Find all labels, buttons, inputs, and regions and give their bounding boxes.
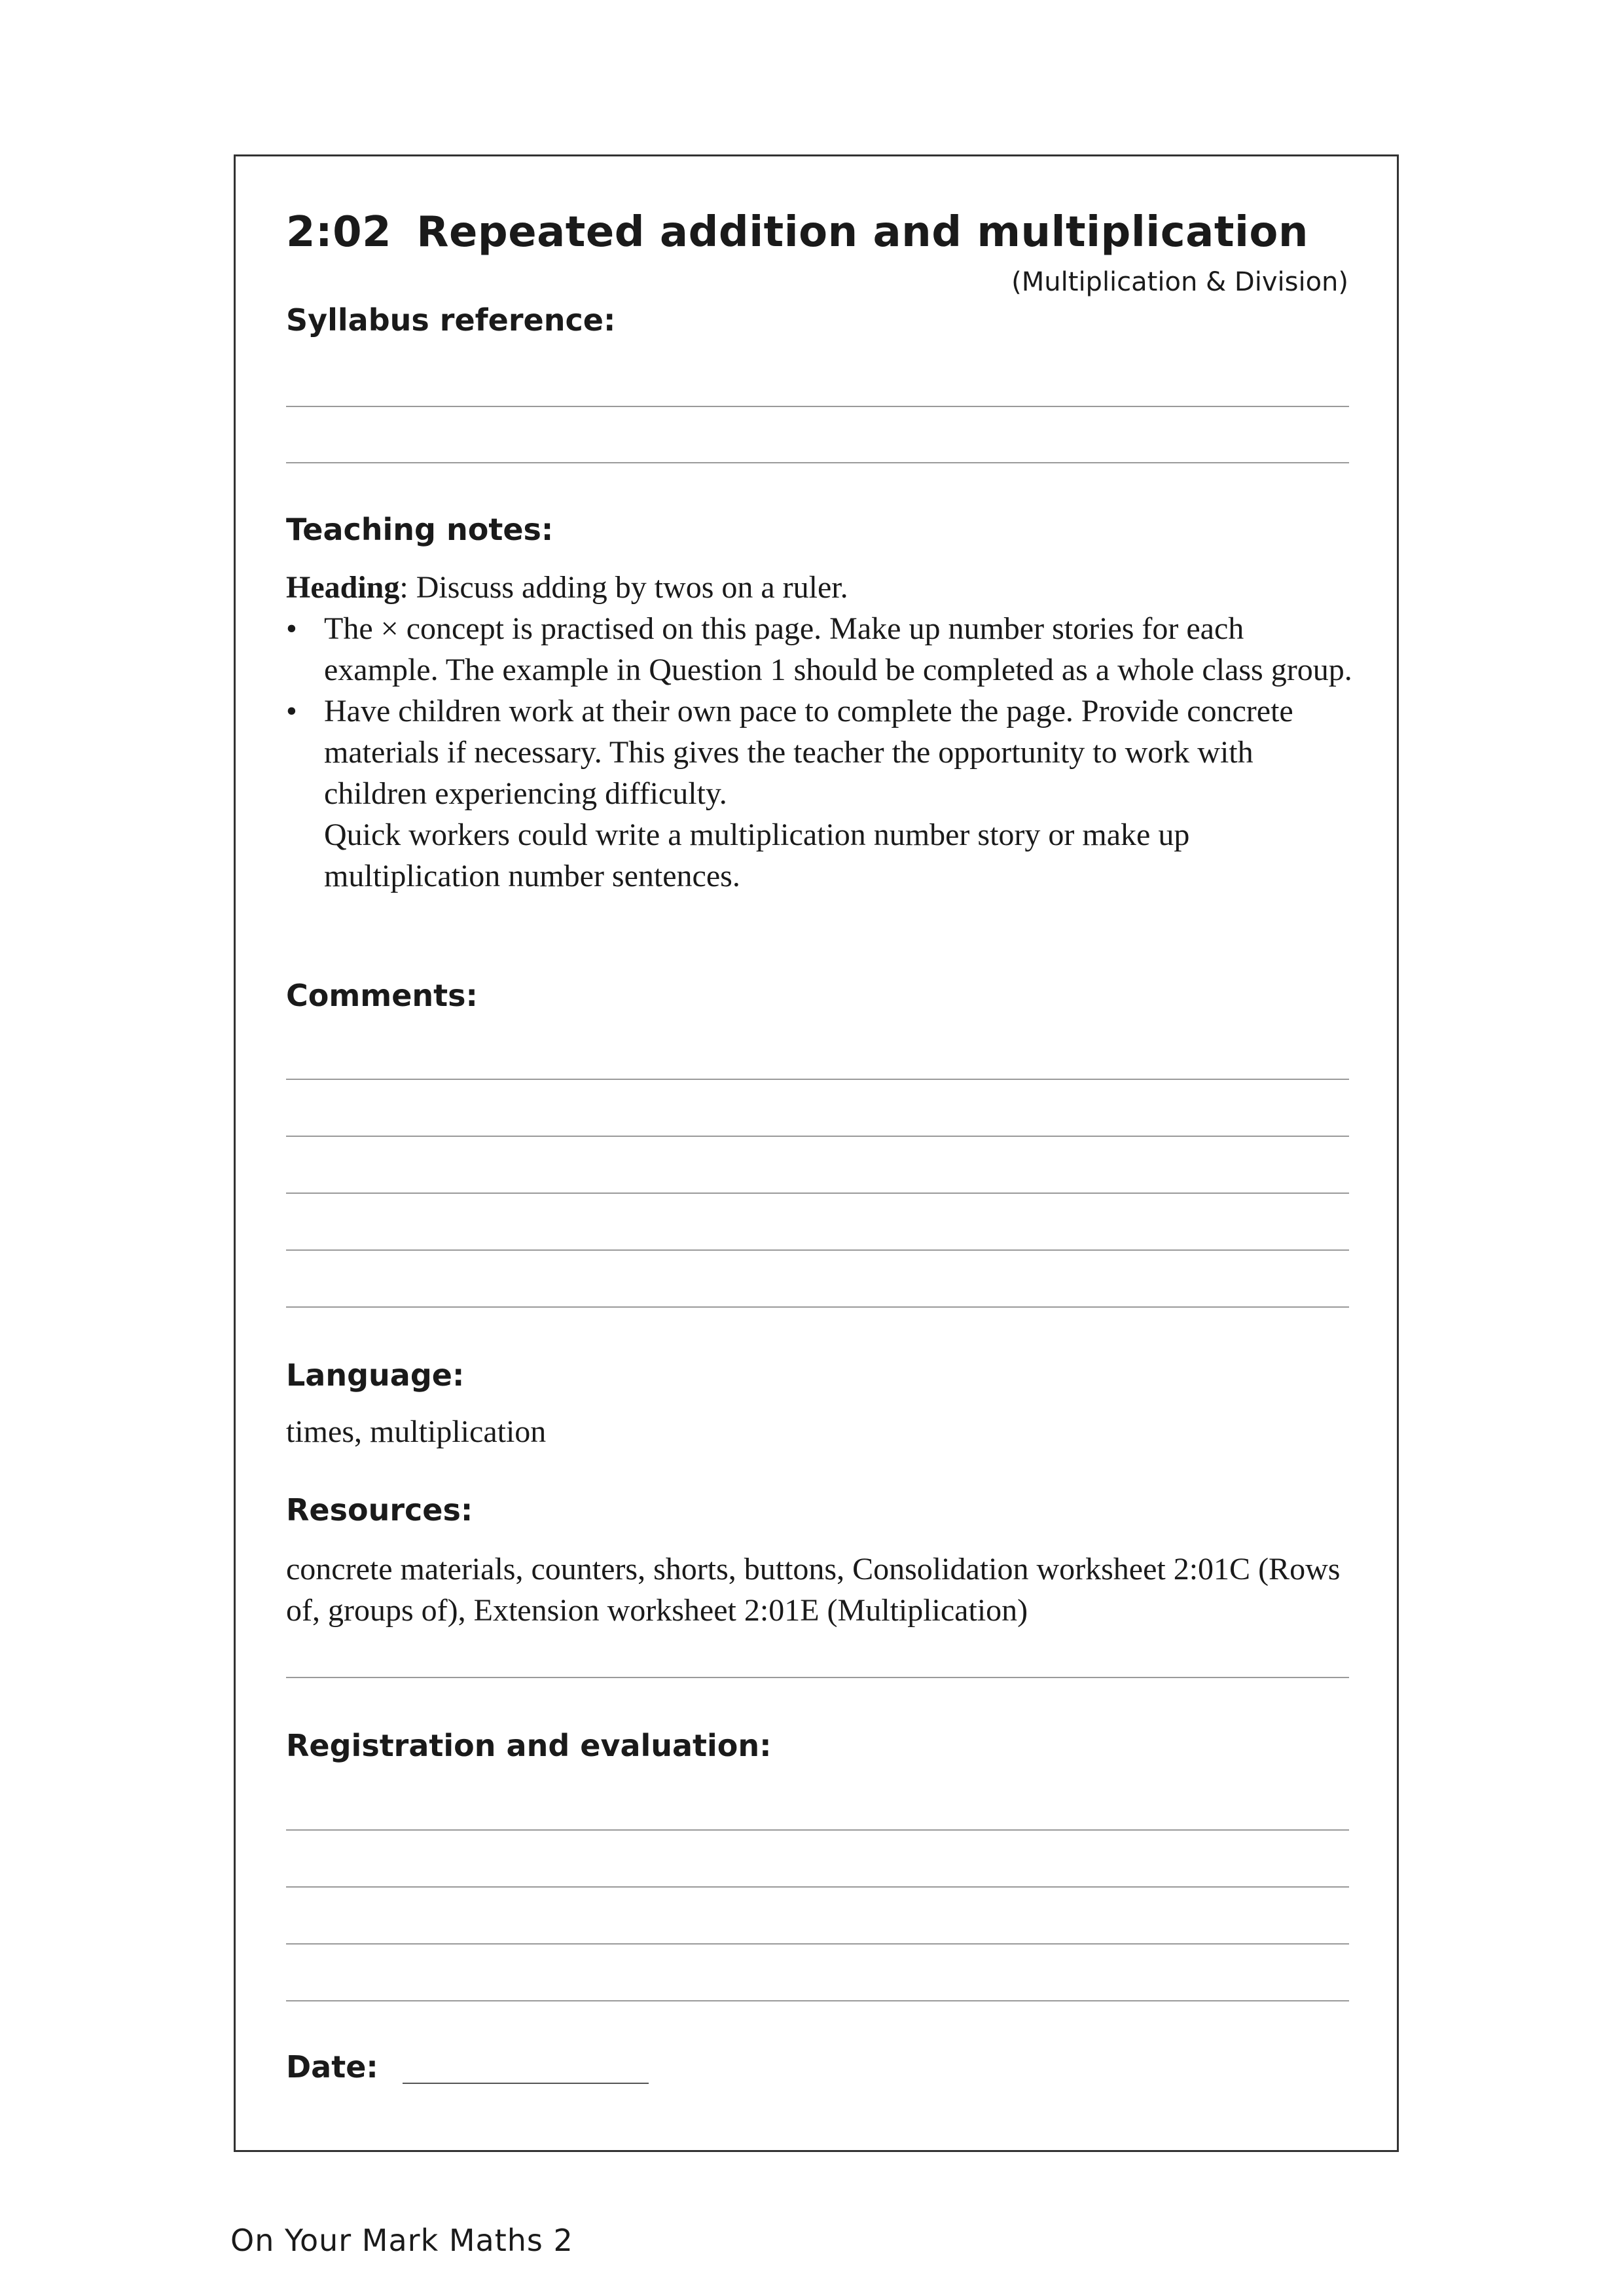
comments-line-1[interactable] — [286, 1079, 1349, 1080]
registration-line-3[interactable] — [286, 1943, 1349, 1945]
comments-heading: Comments: — [286, 978, 478, 1013]
list-item — [286, 691, 1360, 897]
syllabus-line-2[interactable] — [286, 462, 1349, 463]
lesson-title: Repeated addition and multiplication — [416, 208, 1308, 257]
page-title — [286, 208, 1308, 257]
teaching-notes-heading: Teaching notes: — [286, 512, 554, 547]
language-heading: Language: — [286, 1357, 465, 1393]
bullet-2-text: Have children work at their own pace to complete the page. Provide concrete materials if necessary. This gives the teacher the opportunity to work with children experiencing difficulty. — [324, 694, 1293, 811]
registration-line-4[interactable] — [286, 2000, 1349, 2001]
lesson-number: 2:02 — [286, 208, 392, 257]
syllabus-heading: Syllabus reference: — [286, 302, 616, 338]
teaching-notes-list — [286, 608, 1360, 897]
bullet-2-extra-text: Quick workers could write a multiplication number story or make up multiplication number sentences. — [324, 817, 1190, 893]
resources-heading: Resources: — [286, 1492, 473, 1528]
heading-note-label: Heading — [286, 570, 400, 605]
comments-line-5[interactable] — [286, 1306, 1349, 1308]
bullet-icon: • — [286, 694, 297, 728]
heading-note — [286, 567, 1360, 608]
syllabus-line-1[interactable] — [286, 406, 1349, 407]
comments-line-3[interactable] — [286, 1193, 1349, 1194]
resources-line[interactable] — [286, 1677, 1349, 1678]
bullet-1-text: The × concept is practised on this page. Make up number stories for each example. The example in Question 1 should be completed as a whole class group. — [324, 611, 1352, 687]
comments-line-2[interactable] — [286, 1136, 1349, 1137]
comments-line-4[interactable] — [286, 1249, 1349, 1251]
strand-label: (Multiplication & Division) — [1011, 267, 1348, 297]
resources-text: concrete materials, counters, shorts, buttons, Consolidation worksheet 2:01C (Rows of, groups of), Extension worksheet 2:01E (Multiplication) — [286, 1552, 1341, 1628]
date-field-line[interactable] — [403, 2083, 649, 2084]
list-item — [286, 608, 1360, 691]
page-frame — [234, 154, 1399, 2152]
registration-line-2[interactable] — [286, 1886, 1349, 1888]
heading-note-text: : Discuss adding by twos on a ruler. — [399, 570, 848, 605]
language-text: times, multiplication — [286, 1414, 547, 1449]
registration-heading: Registration and evaluation: — [286, 1728, 772, 1763]
teaching-notes-body — [286, 567, 1360, 897]
date-label: Date: — [286, 2049, 378, 2085]
registration-line-1[interactable] — [286, 1829, 1349, 1831]
bullet-icon: • — [286, 611, 297, 646]
footer-book-title: On Your Mark Maths 2 — [230, 2223, 573, 2258]
